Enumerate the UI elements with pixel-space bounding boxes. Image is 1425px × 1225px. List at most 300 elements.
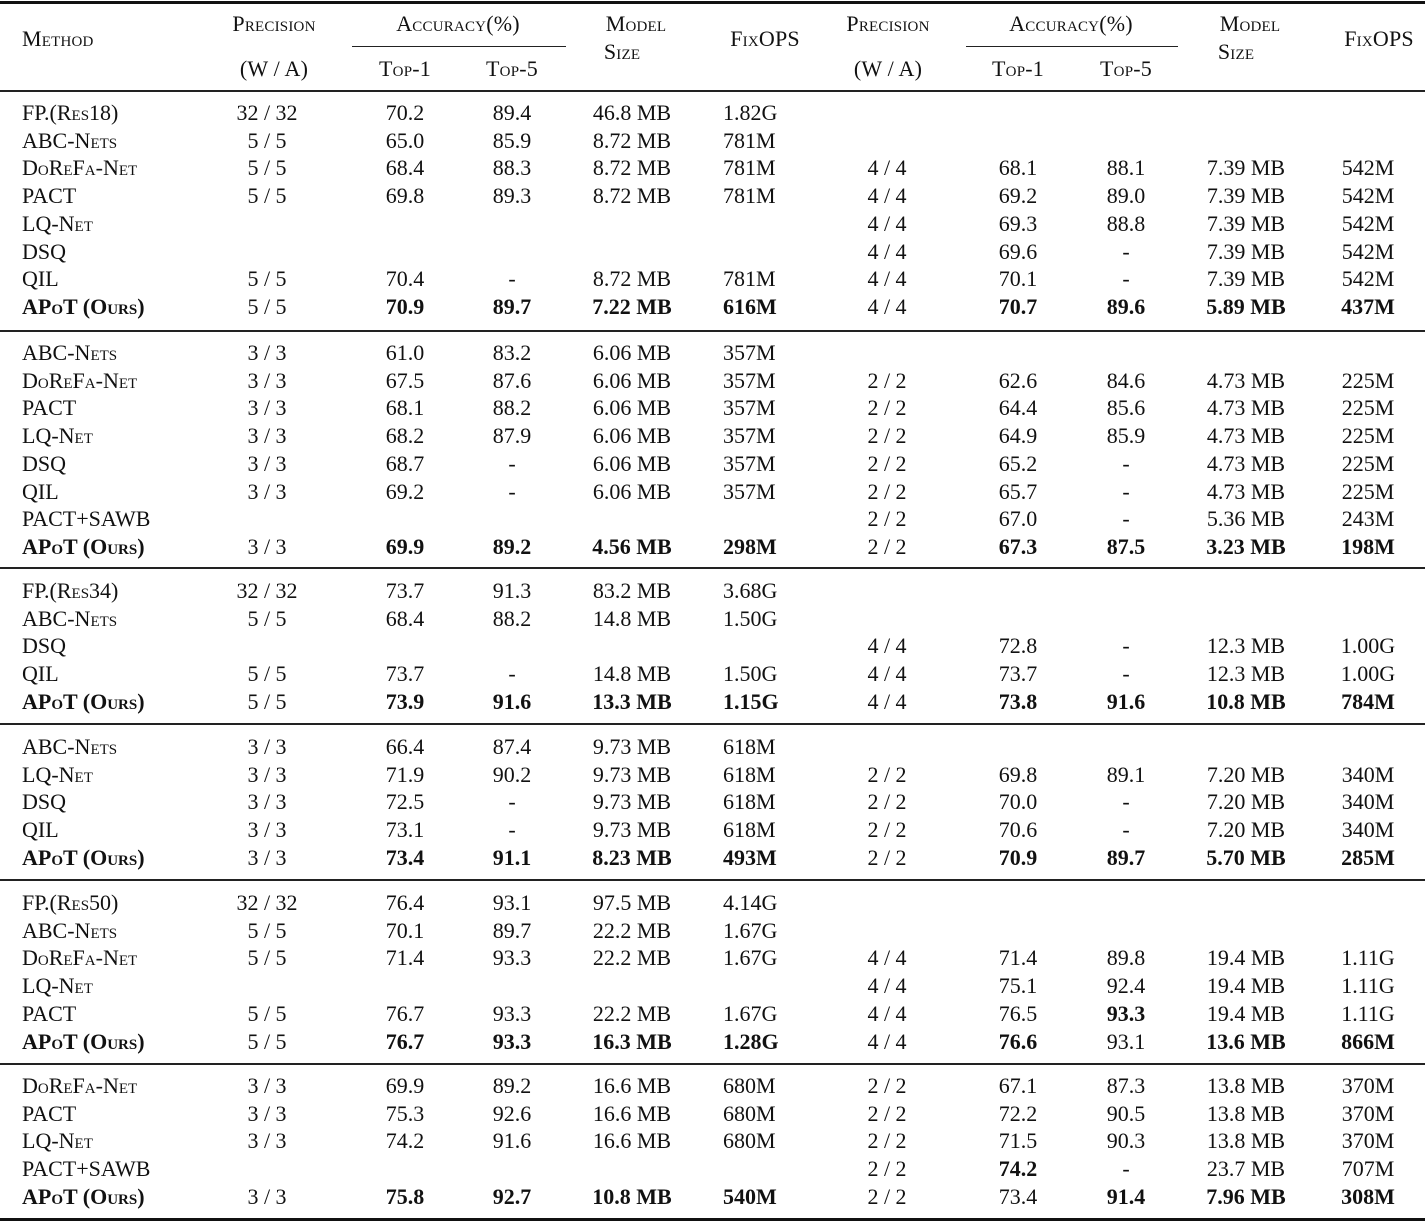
group-rule	[0, 330, 1425, 332]
cell-right-top5: 87.5	[1106, 533, 1146, 559]
cell-left-size: 6.06 MB	[592, 340, 672, 365]
method-name: LQ-Net	[22, 761, 93, 787]
cell-right-top1: 70.7	[998, 293, 1038, 319]
cell-left-size: 16.6 MB	[592, 1073, 672, 1098]
cell-left-precision: 3 / 3	[247, 478, 287, 504]
cell-left-top5: 91.3	[492, 578, 532, 603]
cell-right-size: 3.23 MB	[1206, 533, 1286, 559]
cell-left-size: 8.72 MB	[592, 155, 672, 181]
header-method: Method	[22, 26, 94, 51]
cell-left-precision: 32 / 32	[236, 100, 298, 125]
cell-left-top1: 75.8	[385, 1183, 425, 1209]
cell-left-precision: 5 / 5	[247, 917, 287, 943]
cell-right-top1: 62.6	[998, 367, 1038, 393]
cell-right-precision: 4 / 4	[867, 1028, 907, 1054]
cell-left-top5: 83.2	[492, 340, 532, 365]
cell-left-top5: 89.2	[492, 533, 532, 559]
cell-left-precision: 3 / 3	[247, 395, 287, 421]
group-rule	[0, 879, 1425, 881]
cell-left-size: 8.72 MB	[592, 127, 672, 153]
cell-right-top1: 70.6	[998, 817, 1038, 843]
table-row	[0, 533, 1425, 561]
cell-right-precision: 2 / 2	[867, 506, 907, 532]
cell-left-precision: 3 / 3	[247, 367, 287, 393]
table-row	[0, 478, 1425, 506]
group-rule	[0, 723, 1425, 725]
cell-left-fixops: 493M	[723, 844, 777, 870]
cell-right-top5: 88.8	[1106, 210, 1146, 236]
cell-right-fixops: 198M	[1341, 533, 1395, 559]
cell-left-size: 9.73 MB	[592, 817, 672, 843]
cell-left-top1: 69.9	[385, 533, 425, 559]
cell-right-precision: 2 / 2	[867, 817, 907, 843]
cell-left-top1: 65.0	[385, 127, 425, 153]
method-name: ABC-Nets	[22, 605, 118, 631]
cell-right-fixops: 707M	[1341, 1156, 1395, 1182]
cell-right-top5: 85.9	[1106, 423, 1146, 449]
cell-left-size: 16.6 MB	[592, 1128, 672, 1154]
table-row	[0, 450, 1425, 478]
cell-right-precision: 2 / 2	[867, 1128, 907, 1154]
method-name: DSQ	[22, 238, 67, 264]
cell-left-top5: 87.4	[492, 734, 532, 759]
cell-left-top5: 85.9	[492, 127, 532, 153]
method-name: DSQ	[22, 450, 67, 476]
cell-left-top1: 73.7	[385, 578, 425, 603]
cell-left-top1: 69.8	[385, 183, 425, 209]
cell-right-fixops: 784M	[1341, 688, 1395, 714]
cell-left-precision: 5 / 5	[247, 945, 287, 971]
cell-right-fixops: 542M	[1341, 266, 1395, 292]
cell-right-top1: 76.5	[998, 1000, 1038, 1026]
cell-left-size: 10.8 MB	[592, 1183, 672, 1209]
cell-left-top5: 89.7	[492, 917, 532, 943]
cell-left-precision: 3 / 3	[247, 761, 287, 787]
cell-right-precision: 2 / 2	[867, 533, 907, 559]
cell-right-top1: 74.2	[998, 1156, 1038, 1182]
cell-right-top1: 67.0	[998, 506, 1038, 532]
cell-right-top1: 69.6	[998, 238, 1038, 264]
cell-right-size: 13.6 MB	[1206, 1028, 1286, 1054]
cell-left-size: 83.2 MB	[592, 578, 672, 603]
cell-left-precision: 5 / 5	[247, 183, 287, 209]
cell-right-fixops: 1.00G	[1340, 661, 1396, 687]
cell-left-precision: 5 / 5	[247, 266, 287, 292]
cell-right-precision: 4 / 4	[867, 155, 907, 181]
cell-right-top5: 89.0	[1106, 183, 1146, 209]
cell-right-top1: 71.5	[998, 1128, 1038, 1154]
cell-left-fixops: 357M	[723, 450, 776, 476]
method-name: DSQ	[22, 633, 67, 659]
cell-right-top5: 91.4	[1106, 1183, 1146, 1209]
cell-left-top1: 76.4	[385, 890, 425, 915]
cell-right-precision: 4 / 4	[867, 266, 907, 292]
table-row	[0, 99, 1425, 127]
method-name: FP.(Res18)	[22, 100, 119, 125]
method-name: QIL	[22, 817, 59, 843]
cell-left-top5: 92.6	[492, 1100, 532, 1126]
cell-left-precision: 5 / 5	[247, 293, 287, 319]
cell-right-top5: 89.1	[1106, 761, 1146, 787]
table-row	[0, 1155, 1425, 1183]
table-row	[0, 154, 1425, 182]
cell-left-precision: 3 / 3	[247, 450, 287, 476]
cell-left-top1: 68.7	[385, 450, 425, 476]
cell-right-top1: 71.4	[998, 945, 1038, 971]
cell-right-size: 7.96 MB	[1206, 1183, 1286, 1209]
cell-left-fixops: 357M	[723, 423, 776, 449]
cell-right-precision: 2 / 2	[867, 1156, 907, 1182]
cell-left-top5: -	[508, 450, 516, 476]
cell-right-top1: 67.1	[998, 1073, 1038, 1098]
method-name: APoT (Ours)	[22, 844, 145, 870]
cell-right-top5: 91.6	[1106, 688, 1146, 714]
cell-left-size: 8.72 MB	[592, 266, 672, 292]
cell-left-size: 9.73 MB	[592, 734, 672, 759]
method-name: DoReFa-Net	[22, 945, 138, 971]
cell-right-size: 10.8 MB	[1206, 688, 1286, 714]
header-precision-left: Precision	[232, 11, 316, 36]
cell-left-size: 16.6 MB	[592, 1100, 672, 1126]
cell-right-precision: 4 / 4	[867, 1000, 907, 1026]
cell-right-fixops: 340M	[1341, 789, 1395, 815]
table-row	[0, 1100, 1425, 1128]
table-row	[0, 293, 1425, 321]
cell-left-fixops: 618M	[723, 789, 776, 815]
cell-right-precision: 2 / 2	[867, 844, 907, 870]
cell-right-fixops: 1.11G	[1341, 945, 1395, 971]
cell-right-fixops: 340M	[1341, 817, 1395, 843]
cell-right-top5: 84.6	[1106, 367, 1146, 393]
cell-left-top5: 93.1	[492, 890, 532, 915]
cell-right-fixops: 370M	[1341, 1073, 1395, 1098]
cell-right-top5: 87.3	[1106, 1073, 1146, 1098]
cell-left-size: 6.06 MB	[592, 395, 672, 421]
method-name: FP.(Res50)	[22, 890, 119, 915]
cell-left-top1: 70.4	[385, 266, 425, 292]
cell-right-top1: 73.4	[998, 1183, 1038, 1209]
header-rule	[0, 90, 1425, 92]
cell-right-precision: 2 / 2	[867, 789, 907, 815]
cell-left-top1: 67.5	[385, 367, 425, 393]
cell-left-precision: 5 / 5	[247, 127, 287, 153]
header-accuracy-right: Accuracy(%)	[1009, 11, 1133, 36]
cell-right-top1: 73.8	[998, 688, 1038, 714]
method-name: PACT	[22, 1000, 77, 1026]
cell-right-fixops: 1.11G	[1341, 973, 1395, 999]
method-name: ABC-Nets	[22, 917, 118, 943]
table-row	[0, 917, 1425, 945]
cell-left-fixops: 680M	[723, 1100, 776, 1126]
cell-left-size: 6.06 MB	[592, 450, 672, 476]
cell-right-top1: 65.2	[998, 450, 1038, 476]
cell-right-size: 7.20 MB	[1206, 817, 1286, 843]
method-name: PACT+SAWB	[22, 506, 151, 532]
table-row	[0, 1072, 1425, 1100]
cell-right-size: 19.4 MB	[1206, 945, 1286, 971]
cell-right-precision: 4 / 4	[867, 633, 907, 659]
header-size-right: Size	[1217, 39, 1255, 64]
cell-right-precision: 4 / 4	[867, 688, 907, 714]
table-row	[0, 1028, 1425, 1056]
header-size-left: Size	[603, 39, 641, 64]
cell-left-precision: 3 / 3	[247, 533, 287, 559]
cell-right-size: 13.8 MB	[1206, 1073, 1286, 1098]
cell-right-precision: 2 / 2	[867, 423, 907, 449]
method-name: LQ-Net	[22, 1128, 93, 1154]
cell-left-fixops: 618M	[723, 817, 776, 843]
header-fixops-right: FixOPS	[1344, 26, 1414, 51]
cell-right-size: 5.36 MB	[1206, 506, 1286, 532]
cell-right-size: 4.73 MB	[1206, 367, 1286, 393]
cell-right-top1: 68.1	[998, 155, 1038, 181]
cell-left-top5: 93.3	[492, 1000, 532, 1026]
cell-left-fixops: 4.14G	[723, 890, 778, 915]
cell-right-top5: 93.3	[1106, 1000, 1146, 1026]
cell-right-size: 7.20 MB	[1206, 789, 1286, 815]
cell-right-fixops: 285M	[1341, 844, 1395, 870]
method-name: LQ-Net	[22, 973, 93, 999]
table-row	[0, 788, 1425, 816]
header-fixops-left: FixOPS	[730, 26, 800, 51]
cell-right-fixops: 308M	[1341, 1183, 1395, 1209]
cell-right-top5: -	[1122, 633, 1130, 659]
cell-left-top5: 89.2	[492, 1073, 532, 1098]
cell-right-size: 7.39 MB	[1206, 238, 1286, 264]
header-accuracy-left: Accuracy(%)	[396, 11, 520, 36]
cell-right-top5: -	[1122, 817, 1130, 843]
cell-left-top1: 73.9	[385, 688, 425, 714]
group-rule	[0, 1063, 1425, 1065]
cell-right-size: 4.73 MB	[1206, 478, 1286, 504]
cell-right-fixops: 542M	[1341, 210, 1395, 236]
method-name: QIL	[22, 266, 59, 292]
header-top5-right: Top-5	[1100, 56, 1152, 81]
cell-right-precision: 4 / 4	[867, 973, 907, 999]
cell-left-size: 6.06 MB	[592, 478, 672, 504]
cell-right-top1: 65.7	[998, 478, 1038, 504]
cell-left-fixops: 1.50G	[723, 661, 778, 687]
cell-left-top5: 88.2	[492, 395, 532, 421]
cell-left-top5: 93.3	[492, 1028, 532, 1054]
cell-left-precision: 32 / 32	[236, 890, 298, 915]
cell-right-top1: 69.8	[998, 761, 1038, 787]
cell-left-fixops: 616M	[723, 293, 777, 319]
cell-left-size: 22.2 MB	[592, 917, 672, 943]
cell-right-size: 12.3 MB	[1206, 633, 1286, 659]
cell-right-top5: 85.6	[1106, 395, 1146, 421]
table-row	[0, 889, 1425, 917]
cell-right-size: 12.3 MB	[1206, 661, 1286, 687]
header-precision-sub-left: (W / A)	[239, 56, 309, 81]
cell-right-size: 13.8 MB	[1206, 1100, 1286, 1126]
cell-left-top5: -	[508, 266, 516, 292]
cell-left-precision: 3 / 3	[247, 1073, 287, 1098]
cell-left-top1: 73.1	[385, 817, 425, 843]
cell-right-top5: 93.1	[1106, 1028, 1146, 1054]
method-name: PACT	[22, 1100, 77, 1126]
cell-left-size: 16.3 MB	[592, 1028, 672, 1054]
method-name: DoReFa-Net	[22, 367, 138, 393]
cell-right-size: 4.73 MB	[1206, 450, 1286, 476]
cell-left-top1: 76.7	[385, 1028, 425, 1054]
cell-left-fixops: 680M	[723, 1128, 776, 1154]
table-row	[0, 605, 1425, 633]
cell-right-size: 7.39 MB	[1206, 183, 1286, 209]
cell-right-fixops: 225M	[1341, 423, 1395, 449]
cell-left-top1: 71.4	[385, 945, 425, 971]
cell-left-size: 46.8 MB	[592, 100, 672, 125]
cell-left-fixops: 298M	[723, 533, 777, 559]
method-name: QIL	[22, 478, 59, 504]
cell-left-precision: 5 / 5	[247, 661, 287, 687]
cell-left-fixops: 540M	[723, 1183, 777, 1209]
table-row	[0, 688, 1425, 716]
cell-right-precision: 4 / 4	[867, 661, 907, 687]
cell-right-size: 19.4 MB	[1206, 1000, 1286, 1026]
cell-right-top1: 69.2	[998, 183, 1038, 209]
cell-right-precision: 4 / 4	[867, 210, 907, 236]
cell-right-size: 7.39 MB	[1206, 155, 1286, 181]
cell-left-size: 14.8 MB	[592, 605, 672, 631]
cell-left-top1: 68.1	[385, 395, 425, 421]
cell-left-top1: 70.9	[385, 293, 425, 319]
accuracy-cmidrule-left	[352, 46, 566, 47]
cell-left-fixops: 357M	[723, 395, 776, 421]
cell-left-top1: 61.0	[385, 340, 425, 365]
cell-left-precision: 3 / 3	[247, 340, 287, 365]
cell-left-top1: 68.2	[385, 423, 425, 449]
cell-left-size: 4.56 MB	[592, 533, 672, 559]
cell-left-fixops: 1.15G	[723, 688, 779, 714]
cell-right-top5: -	[1122, 450, 1130, 476]
cell-right-precision: 2 / 2	[867, 1100, 907, 1126]
method-name: APoT (Ours)	[22, 1028, 145, 1054]
cell-right-top1: 67.3	[998, 533, 1038, 559]
table-row	[0, 422, 1425, 450]
method-name: APoT (Ours)	[22, 1183, 145, 1209]
cell-right-precision: 4 / 4	[867, 945, 907, 971]
cell-right-size: 5.70 MB	[1206, 844, 1286, 870]
cell-left-top1: 69.2	[385, 478, 425, 504]
cell-right-size: 7.39 MB	[1206, 210, 1286, 236]
cell-right-fixops: 370M	[1341, 1128, 1395, 1154]
cell-right-top5: -	[1122, 789, 1130, 815]
cell-left-fixops: 1.50G	[723, 605, 778, 631]
method-name: DoReFa-Net	[22, 1073, 138, 1098]
cell-right-top5: -	[1122, 238, 1130, 264]
cell-left-fixops: 1.28G	[723, 1028, 779, 1054]
group-rule	[0, 567, 1425, 569]
cell-right-top5: -	[1122, 1156, 1130, 1182]
cell-right-top5: 89.6	[1106, 293, 1146, 319]
table-row	[0, 210, 1425, 238]
cell-left-precision: 5 / 5	[247, 155, 287, 181]
cell-left-top5: 91.6	[492, 1128, 532, 1154]
cell-right-top5: 89.7	[1106, 844, 1146, 870]
cell-left-precision: 5 / 5	[247, 688, 287, 714]
cell-left-precision: 5 / 5	[247, 1000, 287, 1026]
cell-left-top5: 87.6	[492, 367, 532, 393]
table-row	[0, 1000, 1425, 1028]
table-row	[0, 577, 1425, 605]
table-row	[0, 238, 1425, 266]
method-name: DSQ	[22, 789, 67, 815]
cell-right-top1: 70.1	[998, 266, 1038, 292]
cell-left-precision: 3 / 3	[247, 734, 287, 759]
cell-left-top5: 89.3	[492, 183, 532, 209]
cell-right-size: 7.39 MB	[1206, 266, 1286, 292]
table-row	[0, 660, 1425, 688]
cell-right-top5: 92.4	[1106, 973, 1146, 999]
cell-left-top1: 68.4	[385, 605, 425, 631]
cell-right-fixops: 225M	[1341, 478, 1395, 504]
cell-left-size: 9.73 MB	[592, 761, 672, 787]
cell-right-top1: 75.1	[998, 973, 1038, 999]
cell-left-size: 9.73 MB	[592, 789, 672, 815]
cell-left-top1: 66.4	[385, 734, 425, 759]
table-row	[0, 265, 1425, 293]
cell-left-top1: 70.1	[385, 917, 425, 943]
cell-left-top5: -	[508, 789, 516, 815]
table-row	[0, 844, 1425, 872]
cell-left-top1: 75.3	[385, 1100, 425, 1126]
cell-left-size: 8.72 MB	[592, 183, 672, 209]
cell-left-fixops: 1.67G	[723, 1000, 778, 1026]
cell-left-fixops: 357M	[723, 478, 776, 504]
cell-left-top1: 71.9	[385, 761, 425, 787]
cell-left-fixops: 781M	[723, 127, 776, 153]
cell-left-precision: 3 / 3	[247, 1183, 287, 1209]
table-row	[0, 944, 1425, 972]
table-row	[0, 816, 1425, 844]
method-name: PACT	[22, 183, 77, 209]
cell-left-top5: -	[508, 478, 516, 504]
table-row	[0, 1127, 1425, 1155]
cell-left-fixops: 781M	[723, 266, 776, 292]
cell-left-precision: 3 / 3	[247, 817, 287, 843]
method-name: PACT	[22, 395, 77, 421]
cell-left-size: 97.5 MB	[592, 890, 672, 915]
cell-right-fixops: 225M	[1341, 450, 1395, 476]
cell-left-top1: 68.4	[385, 155, 425, 181]
cell-right-fixops: 437M	[1341, 293, 1395, 319]
cell-right-fixops: 866M	[1341, 1028, 1395, 1054]
cell-right-precision: 2 / 2	[867, 450, 907, 476]
cell-right-precision: 2 / 2	[867, 395, 907, 421]
cell-right-size: 5.89 MB	[1206, 293, 1286, 319]
cell-left-top5: -	[508, 817, 516, 843]
cell-left-top5: 91.1	[492, 844, 532, 870]
cell-left-size: 7.22 MB	[592, 293, 672, 319]
cell-right-top5: 89.8	[1106, 945, 1146, 971]
cell-right-size: 4.73 MB	[1206, 423, 1286, 449]
cell-left-fixops: 618M	[723, 734, 776, 759]
method-name: ABC-Nets	[22, 734, 118, 759]
cell-right-top1: 76.6	[998, 1028, 1038, 1054]
cell-right-size: 19.4 MB	[1206, 973, 1286, 999]
cell-left-fixops: 781M	[723, 155, 776, 181]
table-row	[0, 394, 1425, 422]
cell-left-top5: 89.4	[492, 100, 532, 125]
cell-left-top1: 73.4	[385, 844, 425, 870]
cell-right-fixops: 225M	[1341, 395, 1395, 421]
cell-right-fixops: 1.00G	[1340, 633, 1396, 659]
table-row	[0, 505, 1425, 533]
cell-right-top1: 70.0	[998, 789, 1038, 815]
cell-right-fixops: 340M	[1341, 761, 1395, 787]
table-row	[0, 339, 1425, 367]
